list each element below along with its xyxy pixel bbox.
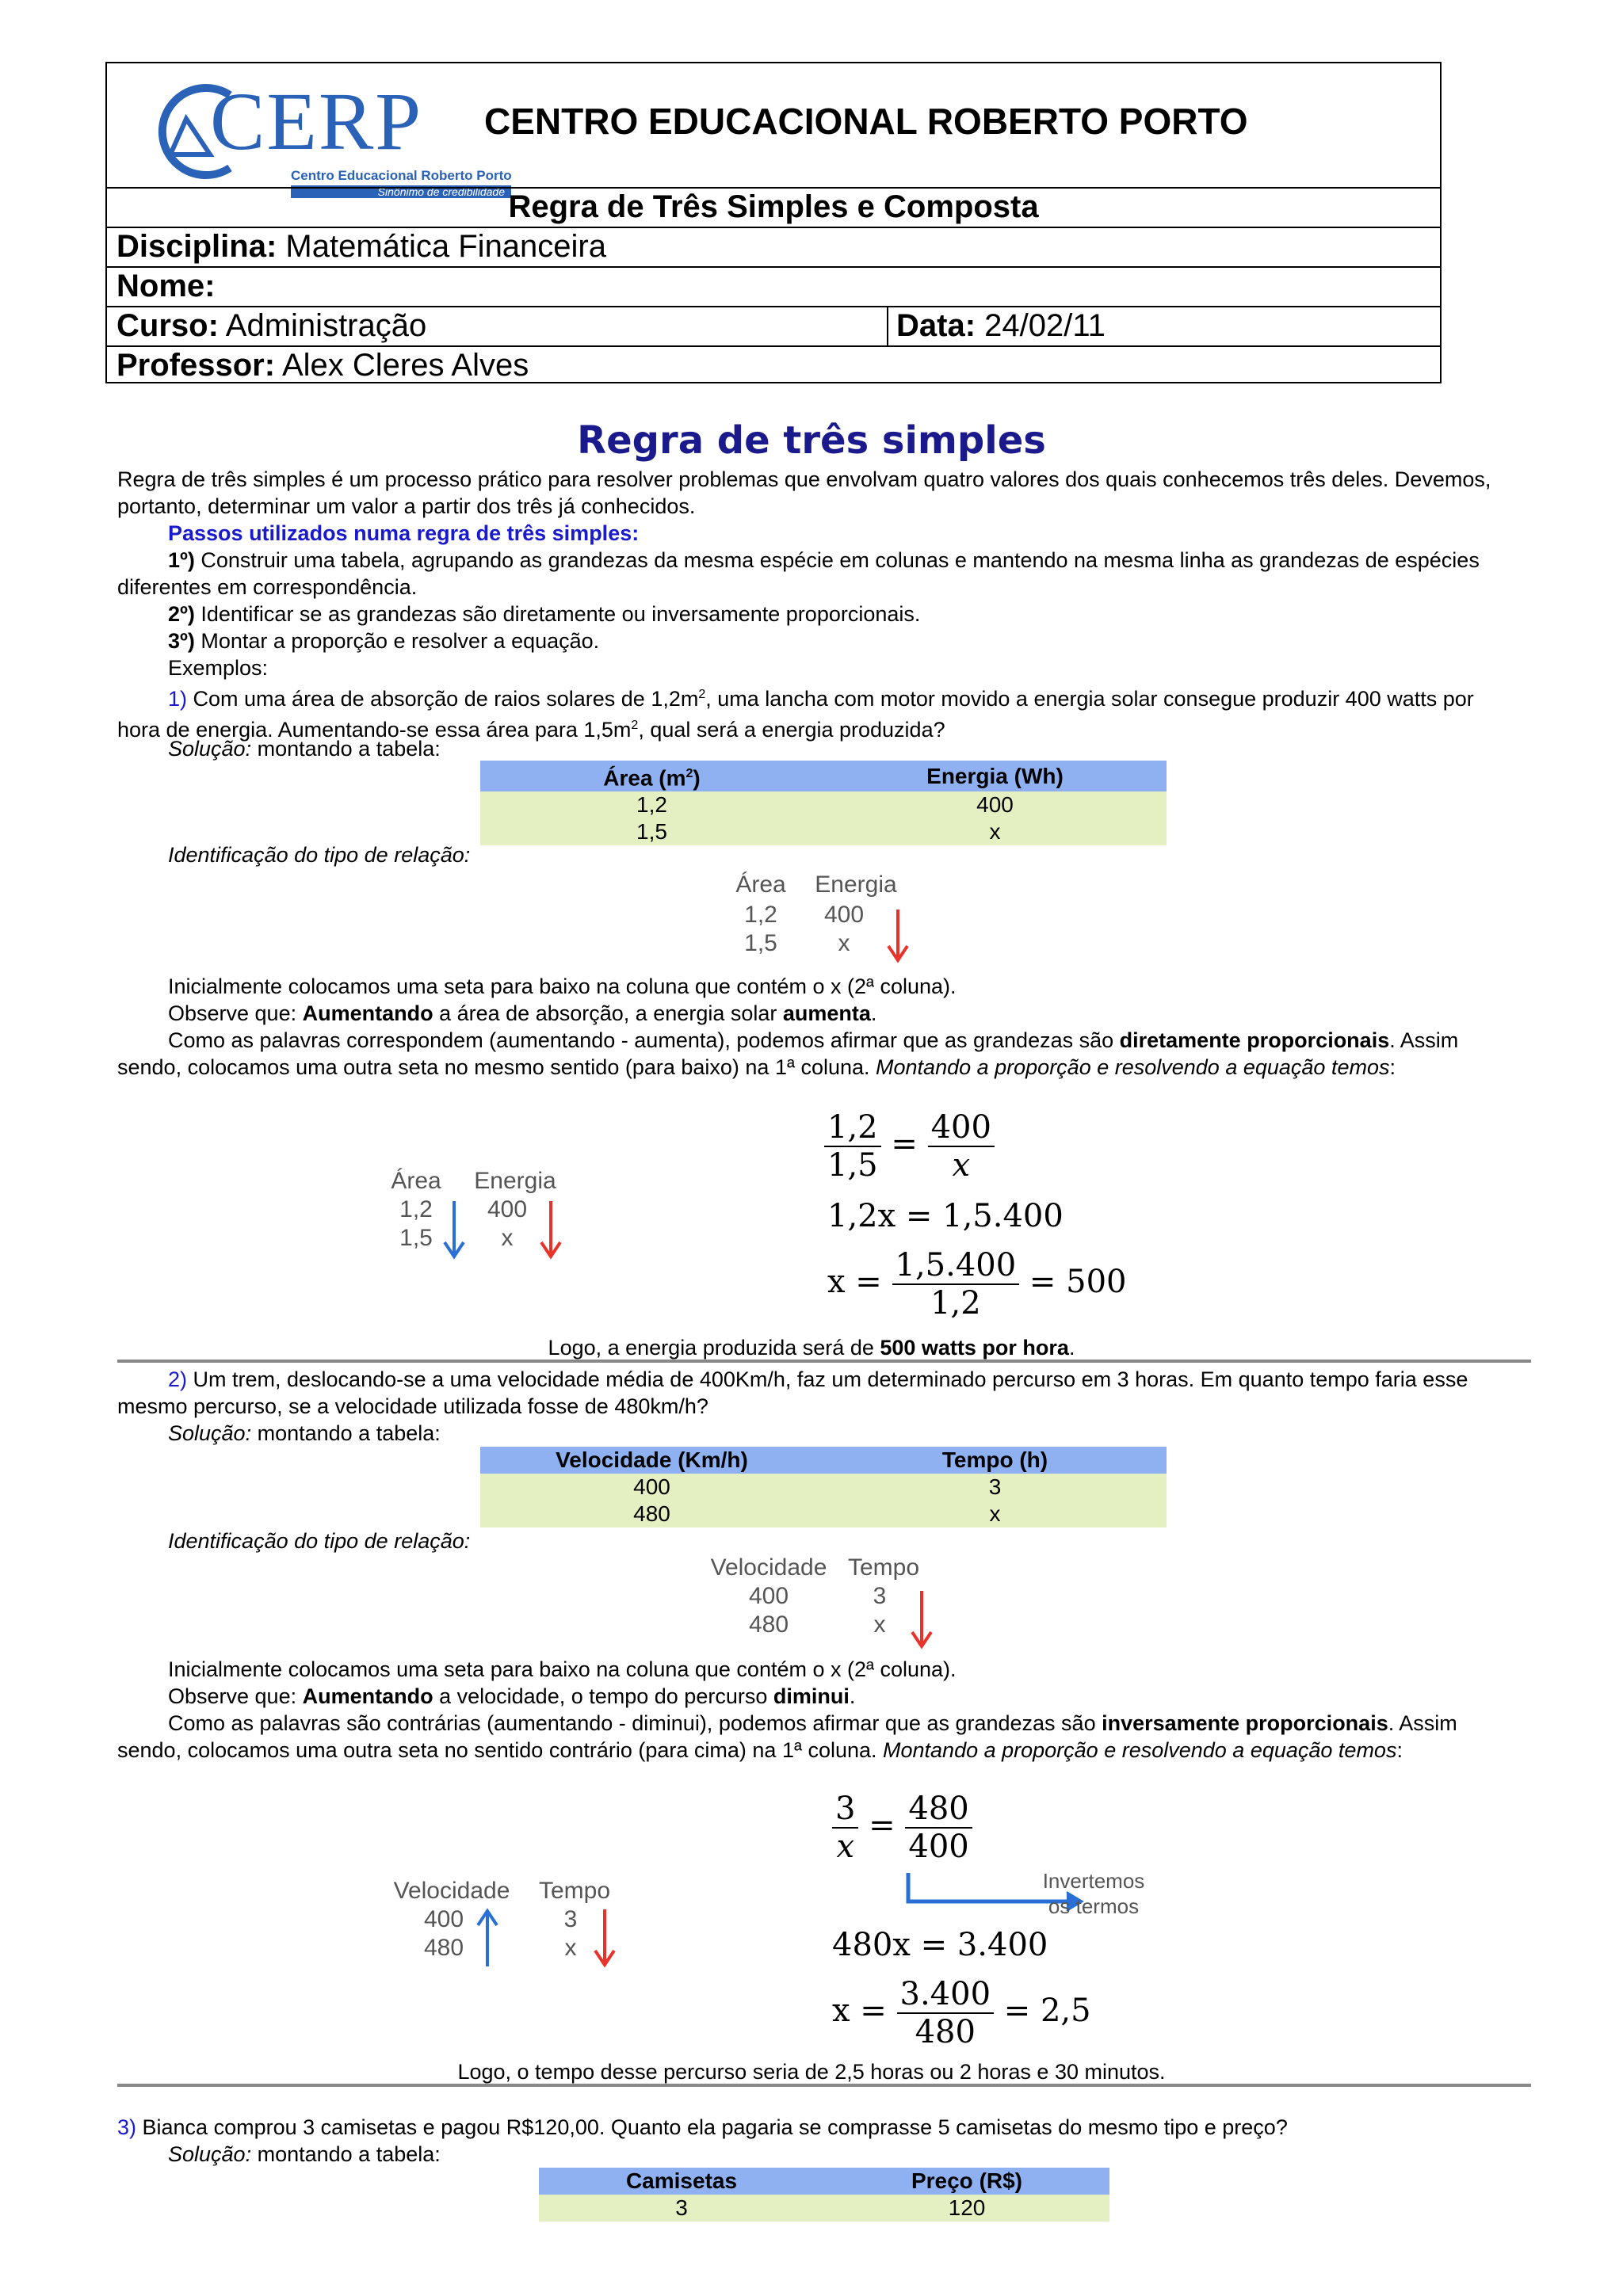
diagram-header-2: Tempo <box>538 1878 611 1904</box>
professor-row <box>107 345 1440 383</box>
ex3-cell: 3 <box>539 2195 824 2222</box>
ex1-solucao-label: Solução: <box>168 737 252 761</box>
diagram-cell: 3 <box>873 1583 887 1609</box>
ex1-eq-result: x = $\frac{1,5.400}{1,2}$ = 500 <box>827 1247 1127 1322</box>
disciplina-value: Matemática Financeira <box>285 229 606 264</box>
ex3-num: 3) <box>117 2115 137 2139</box>
step-2-num: 2º) <box>168 602 195 626</box>
diagram-cell: x <box>564 1935 577 1961</box>
ex1-sup-1: 2 <box>698 688 706 701</box>
diagram-header-2: Energia <box>474 1168 556 1194</box>
curso-row <box>107 306 1440 345</box>
ex2-eq-proportion: $\frac{3}{x}$ = $\frac{480}{400}$ <box>832 1791 972 1865</box>
ex2-table <box>480 1447 1167 1527</box>
ex2-cell: 3 <box>823 1474 1167 1501</box>
ex1-table <box>480 761 1167 845</box>
ex2-p2: Observe que: Aumentando a velocidade, o tempo do percurso diminui. <box>168 1684 856 1708</box>
disciplina-row <box>107 227 1440 266</box>
ex1-col1-header: Área $(m^2)$ <box>480 761 823 791</box>
ex2-col1-header: Velocidade (Km/h) <box>480 1447 823 1474</box>
ex3-table <box>539 2168 1109 2222</box>
ex1-num: 1) <box>168 687 188 711</box>
ex1-solucao <box>168 735 441 762</box>
ex2-eq-result: x = $\frac{3.400}{480}$ = 2,5 <box>832 1976 1091 2050</box>
step-2-text: Identificar se as grandezas são diretamente ou inversamente proporcionais. <box>194 602 921 626</box>
diagram-cell: x <box>838 930 850 956</box>
arrow-down-icon <box>910 1589 934 1650</box>
ex3-cell: 120 <box>824 2195 1109 2222</box>
ex2-question <box>117 1366 1512 1420</box>
ex1-ident: Identificação do tipo de relação: <box>168 843 471 867</box>
ex1-cell: x <box>823 818 1167 845</box>
ex1-p3: Como as palavras correspondem (aumentando - aumenta), podemos afirmar que as grandezas são diretamente proporcionais. Assim sendo, colocamos uma outra seta no mesmo sentido (para baixo) na 1ª coluna. Montando a proporção e resolvendo a equação temos: <box>117 1028 1459 1079</box>
ex2-diagram-large <box>380 1878 642 1981</box>
intro-text: Regra de três simples é um processo prático para resolver problemas que envolvam quatro valores dos quais conhecemos três deles. Devemos, portanto, determinar um valor a partir dos três já conhecidos. <box>117 467 1491 518</box>
ex1-table-header <box>480 761 1167 791</box>
doc-title-row <box>107 187 1440 227</box>
steps-title: Passos utilizados numa regra de três simples: <box>168 521 640 545</box>
ex3-solucao: Solução: montando a tabela: <box>168 2142 441 2166</box>
table-row <box>539 2195 1109 2222</box>
ex3-question <box>117 2114 1512 2141</box>
ex2-frac-3: $\frac{3.400}{480}$ <box>897 1976 995 2050</box>
separator <box>117 1360 1531 1363</box>
data-cell <box>887 307 1106 345</box>
ex1-solucao-rest: montando a tabela: <box>251 737 441 761</box>
step-3 <box>168 627 599 654</box>
diagram-cell: 400 <box>487 1196 528 1222</box>
diagram-cell: 1,2 <box>744 902 777 928</box>
ex1-sup-2: 2 <box>631 719 639 732</box>
ex2-eq-line2: 480x = 3.400 <box>832 1927 1048 1963</box>
table-row <box>480 1501 1167 1527</box>
section-title: Regra de três simples <box>577 418 1046 463</box>
disciplina-label: Disciplina: <box>116 229 277 264</box>
header-box <box>105 62 1442 383</box>
logo-subtitle: Centro Educacional Roberto Porto <box>291 168 512 183</box>
diagram-cell: 1,5 <box>399 1225 433 1251</box>
ex2-p3: Como as palavras são contrárias (aumentando - diminui), podemos afirmar que as grandezas são inversamente proporcionais. Assim sendo, colocamos uma outra seta no sentido contrário (para cima) na 1ª coluna. Montando a proporção e resolvendo a equação temos: <box>117 1711 1457 1762</box>
ex2-diagram-small <box>697 1554 951 1653</box>
professor-label: Professor: <box>116 348 276 383</box>
ex1-text-c: , qual será a energia produzida? <box>638 718 945 742</box>
ex2-frac-2: $\frac{480}{400}$ <box>905 1791 972 1865</box>
ex1-text-b: , uma lancha com motor movido a energia solar consegue produzir 400 watts por hora de energia. Aumentando-se essa área para 1,5m <box>117 687 1474 742</box>
diagram-header-1: Área <box>391 1168 441 1194</box>
ex1-text-a: Com uma área de absorção de raios solares de 1,2m <box>187 687 699 711</box>
ex3-text: Bianca comprou 3 camisetas e pagou R$120,00. Quanto ela pagaria se comprasse 5 camisetas do mesmo tipo e preço? <box>136 2115 1288 2139</box>
step-1 <box>117 547 1512 601</box>
step-1-num: 1º) <box>168 548 195 572</box>
arrow-down-red-icon <box>593 1908 617 1968</box>
step-2 <box>168 601 920 627</box>
diagram-header-1: Velocidade <box>393 1878 510 1904</box>
diagram-cell: 480 <box>748 1611 789 1638</box>
data-value: 24/02/11 <box>984 308 1106 343</box>
arrow-up-blue-icon <box>475 1908 499 1968</box>
nome-row <box>107 266 1440 306</box>
doc-title: Regra de Três Simples e Composta <box>508 189 1039 224</box>
examples-label: Exemplos: <box>168 656 269 680</box>
ex2-col2-header: Tempo (h) <box>823 1447 1167 1474</box>
diagram-cell: 400 <box>423 1906 464 1932</box>
diagram-cell: x <box>873 1611 886 1638</box>
separator <box>117 2084 1531 2087</box>
professor-value: Alex Cleres Alves <box>281 348 529 383</box>
ex1-frac-1: $\frac{1,2}{1,5}$ <box>824 1109 881 1184</box>
table-row <box>480 1474 1167 1501</box>
ex2-frac-1: $\frac{3}{x}$ <box>832 1791 858 1865</box>
ex1-diagram-small <box>713 871 919 967</box>
diagram-header-1: Área <box>735 871 786 898</box>
diagram-cell: 1,5 <box>744 930 777 956</box>
school-name: CENTRO EDUCACIONAL ROBERTO PORTO <box>484 101 1248 142</box>
ex2-ident: Identificação do tipo de relação: <box>168 1529 471 1553</box>
ex1-cell: 1,5 <box>480 818 823 845</box>
ex2-cell: x <box>823 1501 1167 1527</box>
ex3-table-header <box>539 2168 1109 2195</box>
ex2-cell: 400 <box>480 1474 823 1501</box>
arrow-down-red-icon <box>539 1199 563 1260</box>
ex2-cell: 480 <box>480 1501 823 1527</box>
step-3-text: Montar a proporção e resolver a equação. <box>194 629 600 653</box>
diagram-header-1: Velocidade <box>710 1554 827 1581</box>
step-1-text: Construir uma tabela, agrupando as grandezas da mesma espécie em colunas e mantendo na mesma linha as grandezas de espécies diferentes em correspondência. <box>117 548 1480 599</box>
ex2-conclusion: Logo, o tempo desse percurso seria de 2,5 horas ou 2 horas e 30 minutos. <box>457 2060 1166 2084</box>
arrow-down-blue-icon <box>442 1199 466 1260</box>
ex1-eq-proportion: $\frac{1,2}{1,5}$ = $\frac{400}{x}$ <box>824 1109 995 1184</box>
ex3-col2-header: Preço (R$) <box>824 2168 1109 2195</box>
ex3-col1-header: Camisetas <box>539 2168 824 2195</box>
ex1-frac-2: $\frac{400}{x}$ <box>928 1109 995 1184</box>
ex2-p1: Inicialmente colocamos uma seta para baixo na coluna que contém o x (2ª coluna). <box>168 1657 957 1681</box>
ex1-frac-3: $\frac{1,5.400}{1,2}$ <box>892 1247 1020 1322</box>
step-3-num: 3º) <box>168 629 195 653</box>
ex1-p1: Inicialmente colocamos uma seta para baixo na coluna que contém o x (2ª coluna). <box>168 974 957 998</box>
data-label: Data: <box>896 308 976 343</box>
invert-label: Invertemos os termos <box>1042 1869 1145 1918</box>
diagram-cell: 1,2 <box>399 1196 433 1222</box>
ex2-table-header <box>480 1447 1167 1474</box>
ex2-text: Um trem, deslocando-se a uma velocidade média de 400Km/h, faz um determinado percurso em 3 horas. Em quanto tempo faria esse mesmo percurso, se a velocidade utilizada fosse de 480km/h? <box>117 1367 1468 1418</box>
ex2-num: 2) <box>168 1367 188 1391</box>
diagram-cell: 3 <box>563 1906 578 1932</box>
logo-text: CERP <box>210 76 423 167</box>
ex1-question <box>117 681 1512 743</box>
ex1-conclusion: Logo, a energia produzida será de 500 watts por hora. <box>548 1336 1075 1360</box>
curso-label: Curso: <box>116 308 219 343</box>
ex1-cell: 1,2 <box>480 791 823 818</box>
curso-value: Administração <box>225 308 427 343</box>
diagram-cell: x <box>501 1225 514 1251</box>
ex1-diagram-large <box>372 1168 579 1271</box>
arrow-down-icon <box>886 908 910 963</box>
ex1-eq-line2: 1,2x = 1,5.400 <box>827 1198 1064 1234</box>
logo-tagline: Sinônimo de credibilidade <box>291 185 511 198</box>
ex1-cell: 400 <box>823 791 1167 818</box>
diagram-cell: 400 <box>823 902 865 928</box>
ex1-col2-header: Energia (Wh) <box>823 761 1167 791</box>
diagram-header-2: Energia <box>815 871 897 898</box>
table-row <box>480 791 1167 818</box>
nome-label: Nome: <box>116 269 216 303</box>
diagram-header-2: Tempo <box>847 1554 920 1581</box>
diagram-cell: 480 <box>423 1935 464 1961</box>
ex1-p2: Observe que: Aumentando a área de absorção, a energia solar aumenta. <box>168 1001 877 1025</box>
table-row <box>480 818 1167 845</box>
ex2-solucao: Solução: montando a tabela: <box>168 1421 441 1445</box>
diagram-cell: 400 <box>748 1583 789 1609</box>
